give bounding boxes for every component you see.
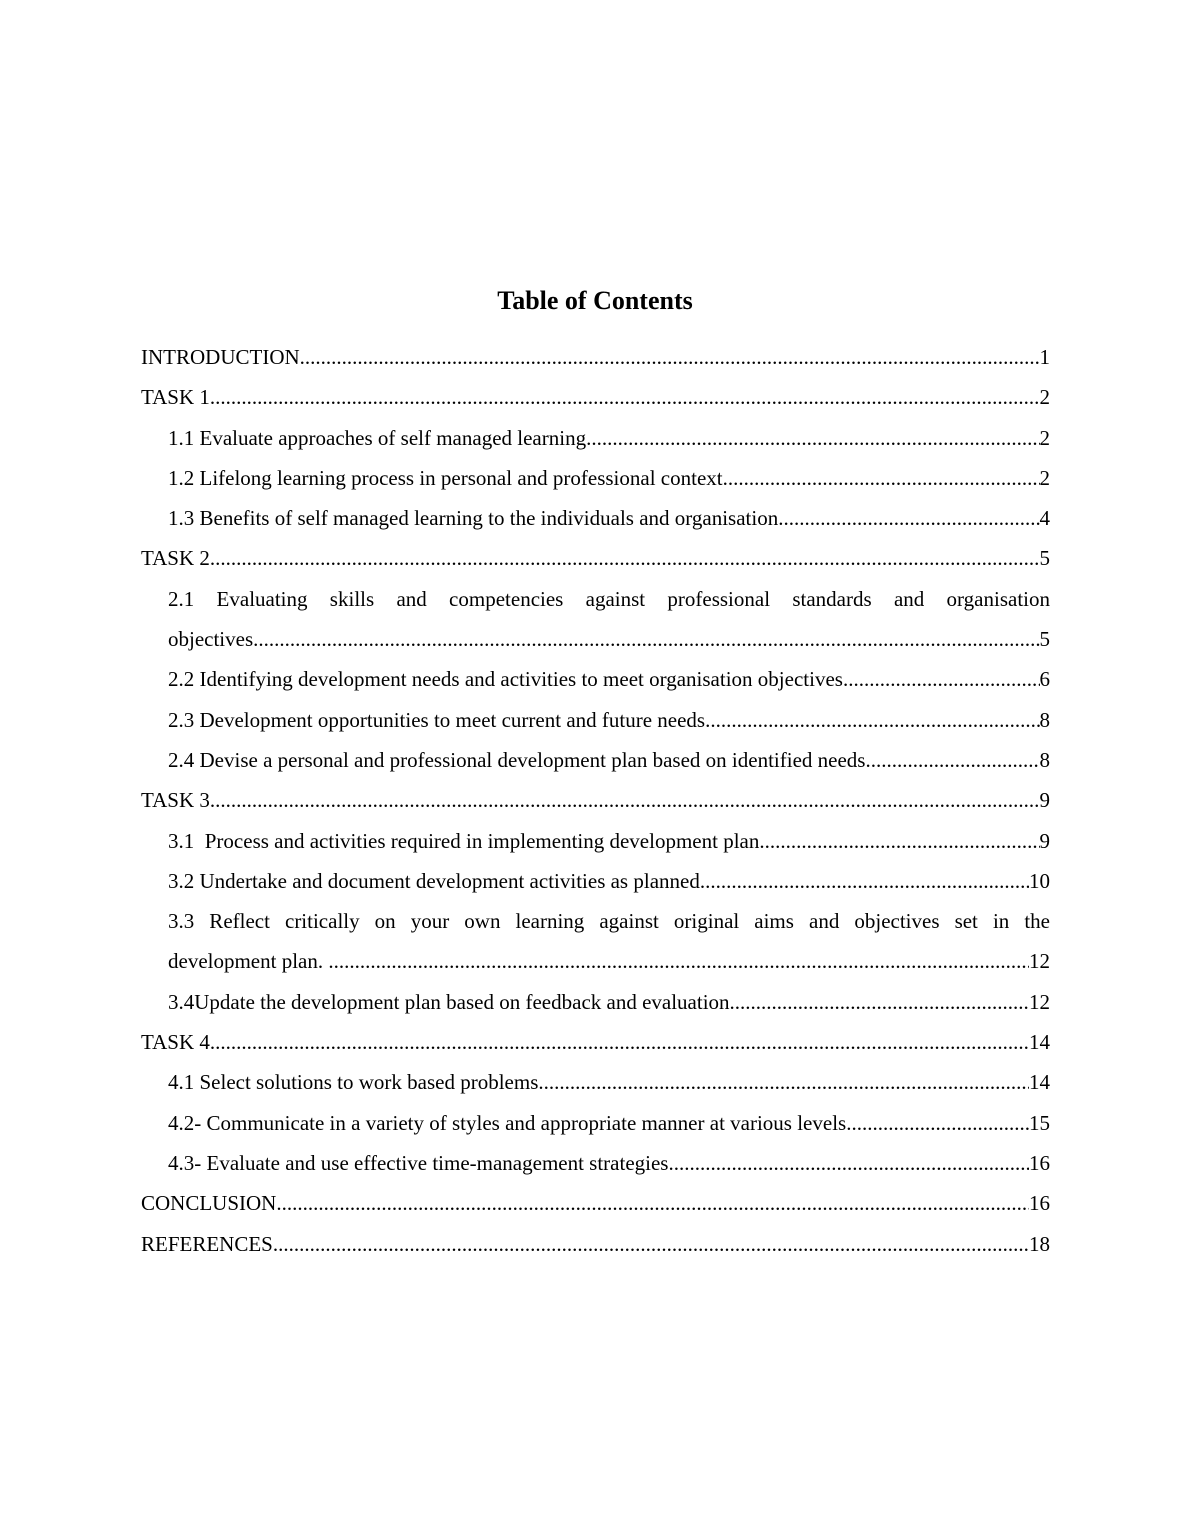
dot-leader bbox=[273, 1224, 1029, 1264]
toc-entry-2-1[interactable] bbox=[168, 579, 1050, 660]
toc-entry-label: objectives bbox=[168, 627, 254, 652]
toc-entry-introduction[interactable] bbox=[141, 337, 1050, 377]
toc-entry-page: 9 bbox=[1039, 788, 1050, 813]
toc-entry-label: 2.4 Devise a personal and professional development plan based on identified needs bbox=[168, 747, 866, 772]
dot-leader bbox=[778, 498, 1039, 538]
dot-leader bbox=[705, 700, 1039, 740]
dot-leader bbox=[700, 861, 1029, 901]
toc-entry-page: 8 bbox=[1039, 707, 1050, 732]
dot-leader bbox=[759, 821, 1039, 861]
toc-entry-label: TASK 2 bbox=[141, 546, 210, 571]
toc-entry-page: 2 bbox=[1039, 465, 1050, 490]
toc-entry-page: 14 bbox=[1029, 1030, 1050, 1055]
dot-leader bbox=[730, 982, 1029, 1022]
toc-entry-label: 4.3- Evaluate and use effective time-management strategies bbox=[168, 1150, 669, 1175]
toc-entry-3-4[interactable] bbox=[168, 982, 1050, 1022]
toc-entry-page: 15 bbox=[1029, 1110, 1050, 1135]
dot-leader bbox=[846, 1103, 1029, 1143]
toc-entry-2-3[interactable] bbox=[168, 700, 1050, 740]
dot-leader bbox=[843, 659, 1040, 699]
toc-entry-task-1[interactable] bbox=[141, 377, 1050, 417]
toc-entry-page: 2 bbox=[1039, 385, 1050, 410]
toc-entry-label-line-1: 2.1 Evaluating skills and competencies against professional standards and organisation bbox=[168, 586, 1050, 611]
toc-entry-page: 12 bbox=[1029, 949, 1050, 974]
toc-entry-label: 4.2- Communicate in a variety of styles and appropriate manner at various levels bbox=[168, 1110, 847, 1135]
toc-entry-label: development plan. bbox=[168, 949, 329, 974]
toc-entry-label: 3.1 Process and activities required in implementing development plan bbox=[168, 828, 760, 853]
toc-entry-page: 1 bbox=[1039, 345, 1050, 369]
toc-entry-page: 5 bbox=[1039, 627, 1050, 652]
toc-entry-label: 1.1 Evaluate approaches of self managed learning bbox=[168, 425, 587, 450]
toc-entry-page: 5 bbox=[1039, 546, 1050, 571]
toc-entry-references[interactable] bbox=[141, 1224, 1050, 1264]
toc-entry-page: 16 bbox=[1029, 1150, 1050, 1175]
toc-entry-label: REFERENCES bbox=[141, 1231, 273, 1256]
toc-entry-3-3[interactable] bbox=[168, 901, 1050, 982]
dot-leader bbox=[723, 458, 1040, 498]
toc-title: Table of Contents bbox=[497, 286, 693, 315]
toc-entry-label: TASK 3 bbox=[141, 788, 210, 813]
dot-leader bbox=[210, 780, 1040, 820]
toc-entry-page: 14 bbox=[1029, 1070, 1050, 1095]
toc-entry-page: 10 bbox=[1029, 868, 1050, 893]
toc-entry-4-1[interactable] bbox=[168, 1062, 1050, 1102]
toc-entry-1-3[interactable] bbox=[168, 498, 1050, 538]
toc-entry-1-2[interactable] bbox=[168, 458, 1050, 498]
toc-entry-task-4[interactable] bbox=[141, 1022, 1050, 1062]
dot-leader bbox=[276, 1183, 1029, 1223]
dot-leader bbox=[210, 1022, 1029, 1062]
toc-entry-label: 2.3 Development opportunities to meet current and future needs bbox=[168, 707, 706, 732]
toc-entry-label: 1.3 Benefits of self managed learning to the individuals and organisation bbox=[168, 506, 779, 531]
toc-entry-2-4[interactable] bbox=[168, 740, 1050, 780]
toc-entry-page: 16 bbox=[1029, 1191, 1050, 1216]
toc-entry-label: TASK 4 bbox=[141, 1030, 210, 1055]
toc-entry-label: 2.2 Identifying development needs and activities to meet organisation objectives bbox=[168, 667, 843, 692]
dot-leader bbox=[586, 418, 1039, 458]
toc-entry-task-3[interactable] bbox=[141, 780, 1050, 820]
toc-entry-label: 3.2 Undertake and document development activities as planned bbox=[168, 868, 700, 893]
toc-entry-page: 8 bbox=[1039, 747, 1050, 772]
dot-leader bbox=[210, 377, 1040, 417]
toc-list bbox=[141, 337, 1050, 1264]
toc-entry-4-3[interactable] bbox=[168, 1143, 1050, 1183]
toc-entry-page: 9 bbox=[1039, 828, 1050, 853]
toc-entry-page: 6 bbox=[1039, 667, 1050, 692]
dot-leader bbox=[253, 619, 1039, 659]
toc-entry-label: 4.1 Select solutions to work based problems bbox=[168, 1070, 539, 1095]
toc-entry-3-1[interactable] bbox=[168, 821, 1050, 861]
dot-leader bbox=[538, 1062, 1029, 1102]
toc-entry-label: CONCLUSION bbox=[141, 1191, 277, 1216]
toc-entry-4-2[interactable] bbox=[168, 1103, 1050, 1143]
toc-entry-page: 2 bbox=[1039, 425, 1050, 450]
dot-leader bbox=[210, 538, 1040, 578]
dot-leader bbox=[865, 740, 1039, 780]
dot-leader bbox=[300, 337, 1040, 377]
toc-entry-3-2[interactable] bbox=[168, 861, 1050, 901]
toc-entry-label: INTRODUCTION bbox=[141, 345, 300, 369]
toc-entry-label: 3.4Update the development plan based on feedback and evaluation bbox=[168, 989, 730, 1014]
dot-leader bbox=[328, 941, 1029, 981]
toc-entry-label: 1.2 Lifelong learning process in personal and professional context bbox=[168, 465, 723, 490]
toc-entry-2-2[interactable] bbox=[168, 659, 1050, 699]
toc-entry-label-line-1: 3.3 Reflect critically on your own learning against original aims and objectives set in the bbox=[168, 909, 1050, 934]
toc-entry-1-1[interactable] bbox=[168, 418, 1050, 458]
toc-entry-label: TASK 1 bbox=[141, 385, 210, 410]
toc-entry-page: 4 bbox=[1039, 506, 1050, 531]
toc-entry-page: 18 bbox=[1029, 1231, 1050, 1256]
toc-entry-page: 12 bbox=[1029, 989, 1050, 1014]
toc-entry-task-2[interactable] bbox=[141, 538, 1050, 578]
toc-entry-conclusion[interactable] bbox=[141, 1183, 1050, 1223]
dot-leader bbox=[668, 1143, 1029, 1183]
